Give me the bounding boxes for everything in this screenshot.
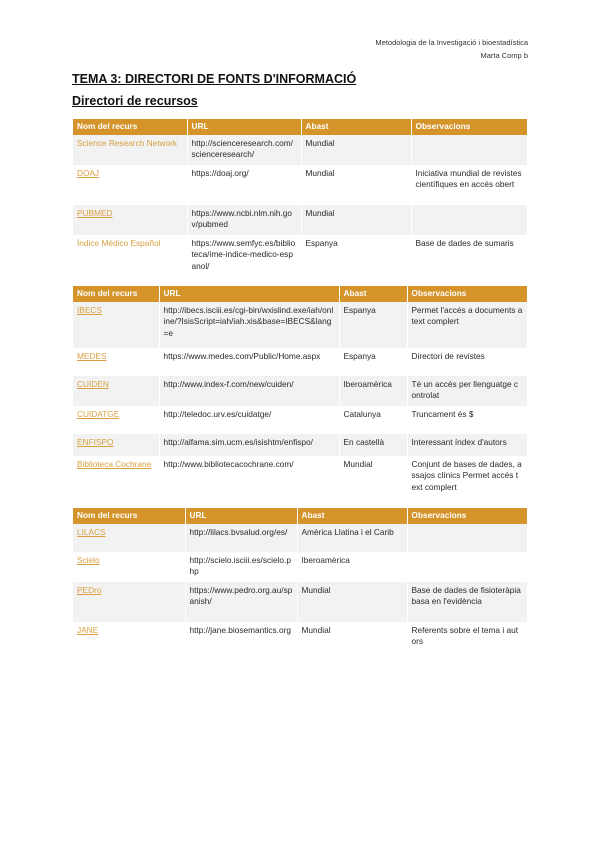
resource-name-link[interactable]: Scielo <box>77 554 100 565</box>
resource-url: https://www.medes.com/Public/Home.aspx <box>159 348 339 376</box>
resource-notes: Permet l'accés a documents a text complert <box>407 302 527 348</box>
col-header-url: URL <box>185 508 297 524</box>
resource-scope: Espanya <box>339 302 407 348</box>
resource-notes: Directori de revistes <box>407 348 527 376</box>
resource-scope: Espanya <box>301 235 411 277</box>
col-header-scope: Abast <box>339 286 407 302</box>
page-header <box>375 36 528 62</box>
col-header-notes: Observacions <box>407 508 527 524</box>
resource-url: http://ibecs.isciii.es/cgi-bin/wxislind.exe/iah/online/?IsisScript=iah/iah.xis&base=IBECS&lang=e <box>159 302 339 348</box>
col-header-name: Nom del recurs <box>73 508 185 524</box>
table-row <box>73 582 527 622</box>
resource-notes <box>411 205 527 235</box>
resource-name-link[interactable]: ENFISPO <box>77 436 114 447</box>
table-row <box>73 434 527 456</box>
resource-notes: Base de dades de fisioteràpia basa en l'evidència <box>407 582 527 622</box>
resource-url: http://www.bibliotecacochrane.com/ <box>159 456 339 508</box>
table-header-row <box>73 508 527 524</box>
resource-scope: Mundial <box>339 456 407 508</box>
table-row <box>73 406 527 434</box>
resource-scope: Mundial <box>301 135 411 165</box>
resource-scope: Iberoamèrica <box>297 552 407 582</box>
resource-url: https://doaj.org/ <box>187 165 301 205</box>
resource-scope: Mundial <box>297 622 407 652</box>
resource-name-link[interactable]: Biblioteca Cochrane <box>77 458 152 469</box>
resource-name-link[interactable]: PUBMED <box>77 207 113 218</box>
resource-notes: Referents sobre el tema i autors <box>407 622 527 652</box>
resource-url: https://www.pedro.org.au/spanish/ <box>185 582 297 622</box>
resource-scope: Espanya <box>339 348 407 376</box>
resources-table-3 <box>73 508 528 652</box>
resources-table-2 <box>73 286 528 508</box>
table-row <box>73 235 527 277</box>
table-row <box>73 302 527 348</box>
resource-url: https://www.ncbi.nlm.nih.gov/pubmed <box>187 205 301 235</box>
table-header-row <box>73 286 527 302</box>
resource-scope: Catalunya <box>339 406 407 434</box>
col-header-name: Nom del recurs <box>73 286 159 302</box>
resource-url: http://scienceresearch.com/scienceresearch/ <box>187 135 301 165</box>
resource-name-link[interactable]: JANE <box>77 624 99 635</box>
table-row <box>73 165 527 205</box>
table-row <box>73 622 527 652</box>
resource-notes <box>411 135 527 165</box>
col-header-url: URL <box>187 119 301 135</box>
resource-name-link[interactable]: PEDro <box>77 584 102 595</box>
resource-name-link[interactable]: Science Research Network <box>77 137 178 148</box>
header-course: Metodologia de la Investigació i bioestadística <box>375 38 528 47</box>
table-row <box>73 456 527 508</box>
col-header-url: URL <box>159 286 339 302</box>
resource-name-link[interactable]: DOAJ <box>77 167 100 178</box>
col-header-name: Nom del recurs <box>73 119 187 135</box>
resource-scope: Mundial <box>301 165 411 205</box>
table-row <box>73 376 527 406</box>
resource-notes: Base de dades de sumaris <box>411 235 527 277</box>
table-row <box>73 524 527 552</box>
resource-notes: Interessant índex d'autors <box>407 434 527 456</box>
header-author: Marta Comp b <box>480 51 528 60</box>
resource-notes: Truncament és $ <box>407 406 527 434</box>
resource-notes: Iniciativa mundial de revistes científiques en accés obert <box>411 165 527 205</box>
resource-notes: Conjunt de bases de dades, assajos clínics Permet accés text complert <box>407 456 527 508</box>
resource-name-link[interactable]: Índice Médico Español <box>77 237 161 248</box>
resources-table-1 <box>73 119 528 276</box>
resource-url: http://jane.biosemantics.org <box>185 622 297 652</box>
resource-scope: Iberoamèrica <box>339 376 407 406</box>
resource-url: http://lilacs.bvsalud.org/es/ <box>185 524 297 552</box>
table-row <box>73 205 527 235</box>
resource-scope: Amèrica Llatina i el Carib <box>297 524 407 552</box>
col-header-notes: Observacions <box>411 119 527 135</box>
resource-url: http://teledoc.urv.es/cuidatge/ <box>159 406 339 434</box>
page-title: TEMA 3: DIRECTORI DE FONTS D'INFORMACIÓ <box>72 72 357 86</box>
resource-notes <box>407 552 527 582</box>
table-row <box>73 135 527 165</box>
resource-scope: Mundial <box>301 205 411 235</box>
resource-scope: En castellà <box>339 434 407 456</box>
resource-name-link[interactable]: IBECS <box>77 304 102 315</box>
col-header-notes: Observacions <box>407 286 527 302</box>
resource-url: http://alfama.sim.ucm.es/isishtm/enfispo/ <box>159 434 339 456</box>
resource-name-link[interactable]: LILACS <box>77 526 106 537</box>
resource-name-link[interactable]: CUIDEN <box>77 378 109 389</box>
col-header-scope: Abast <box>297 508 407 524</box>
section-subtitle: Directori de recursos <box>72 94 198 108</box>
table-row <box>73 552 527 582</box>
col-header-scope: Abast <box>301 119 411 135</box>
resource-url: http://www.index-f.com/new/cuiden/ <box>159 376 339 406</box>
resource-url: https://www.semfyc.es/biblioteca/ime-indice-medico-espanol/ <box>187 235 301 277</box>
table-header-row <box>73 119 527 135</box>
table-row <box>73 348 527 376</box>
resource-name-link[interactable]: MEDES <box>77 350 107 361</box>
resource-scope: Mundial <box>297 582 407 622</box>
resource-name-link[interactable]: CUIDATGE <box>77 408 120 419</box>
resource-notes <box>407 524 527 552</box>
resource-notes: Té un accés per llenguatge controlat <box>407 376 527 406</box>
resource-url: http://scielo.isciii.es/scielo.php <box>185 552 297 582</box>
